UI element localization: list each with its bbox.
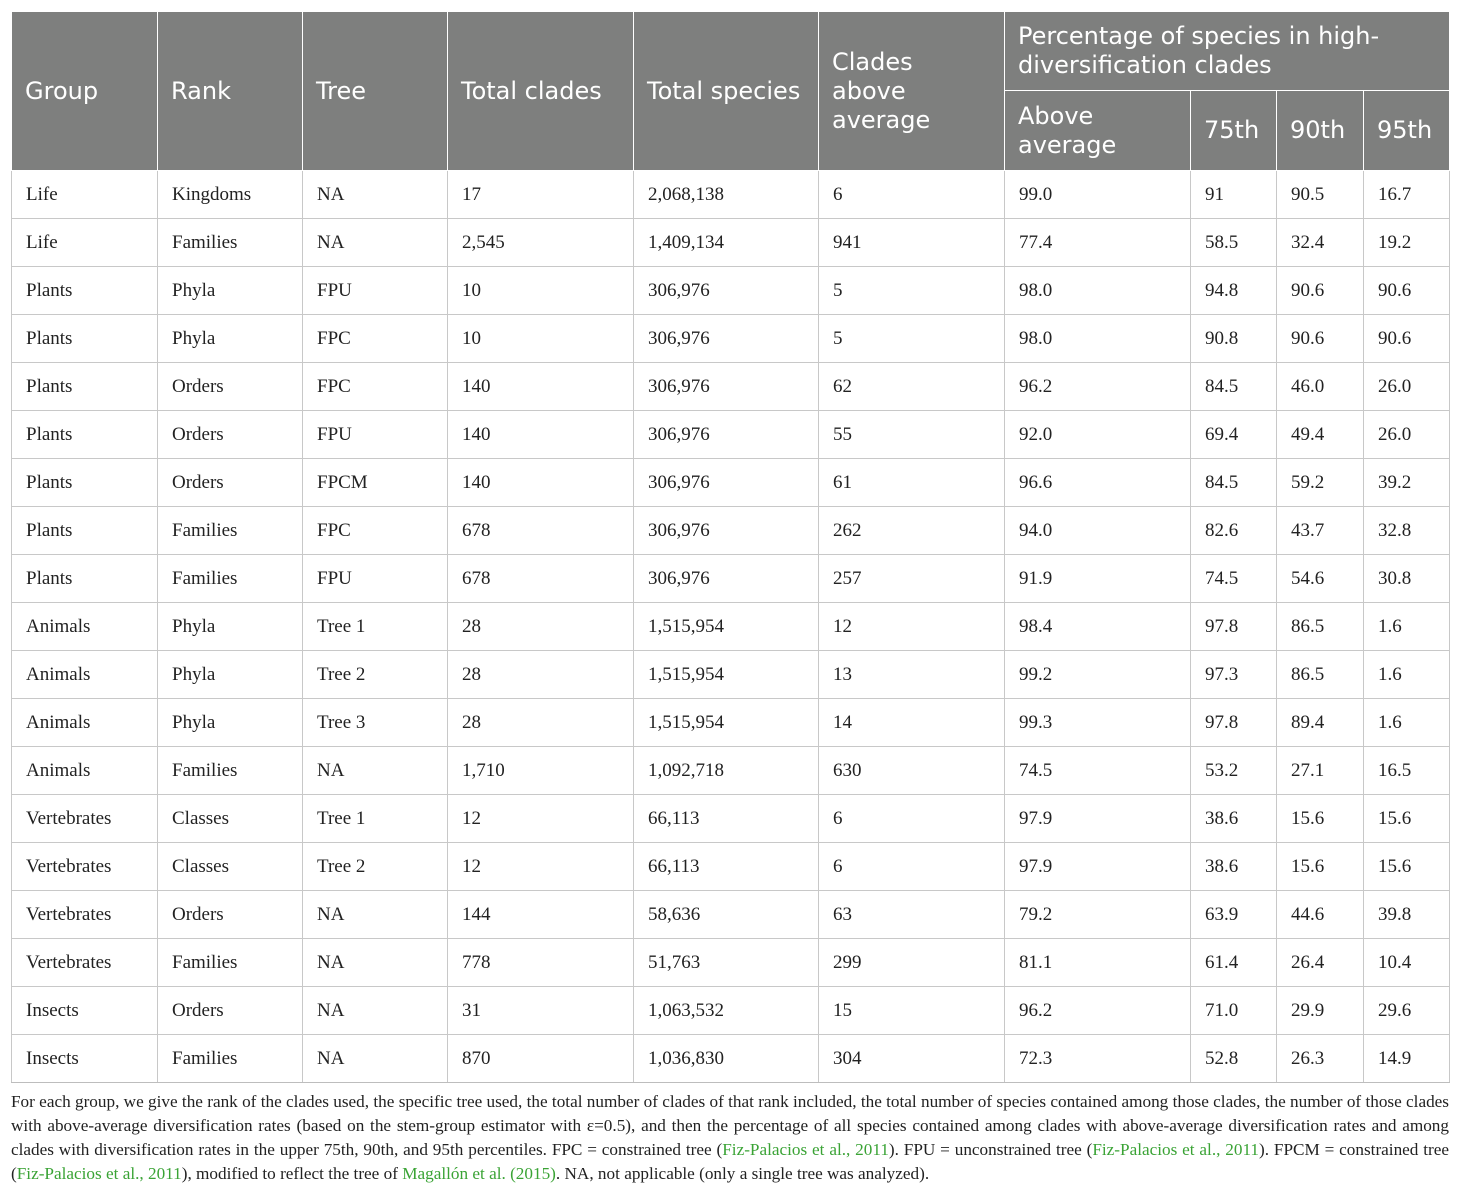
cell-clades-above-average: 630 — [819, 747, 1005, 795]
cell-total-clades: 144 — [448, 891, 634, 939]
header-group: Group — [12, 12, 158, 171]
cell-95th: 19.2 — [1364, 219, 1450, 267]
cell-group: Vertebrates — [12, 891, 158, 939]
cell-group: Plants — [12, 267, 158, 315]
cell-95th: 10.4 — [1364, 939, 1450, 987]
cell-total-species: 58,636 — [634, 891, 819, 939]
cell-90th: 54.6 — [1277, 555, 1364, 603]
cell-total-clades: 140 — [448, 363, 634, 411]
cell-rank: Orders — [158, 363, 303, 411]
cell-rank: Families — [158, 507, 303, 555]
cell-rank: Orders — [158, 411, 303, 459]
cell-total-species: 66,113 — [634, 795, 819, 843]
cell-clades-above-average: 5 — [819, 267, 1005, 315]
cell-tree: FPU — [303, 555, 448, 603]
cell-total-species: 1,515,954 — [634, 699, 819, 747]
cell-75th: 74.5 — [1191, 555, 1277, 603]
cell-rank: Families — [158, 1035, 303, 1083]
cell-group: Insects — [12, 1035, 158, 1083]
cell-75th: 63.9 — [1191, 891, 1277, 939]
cell-75th: 71.0 — [1191, 987, 1277, 1035]
cell-95th: 39.2 — [1364, 459, 1450, 507]
cell-clades-above-average: 262 — [819, 507, 1005, 555]
cell-total-clades: 1,710 — [448, 747, 634, 795]
cell-total-clades: 12 — [448, 843, 634, 891]
cell-rank: Orders — [158, 459, 303, 507]
caption-text: . NA, not applicable (only a single tree was analyzed). — [555, 1164, 930, 1183]
cell-clades-above-average: 12 — [819, 603, 1005, 651]
cell-rank: Kingdoms — [158, 171, 303, 219]
cell-75th: 84.5 — [1191, 363, 1277, 411]
cell-total-species: 306,976 — [634, 459, 819, 507]
table-row — [12, 699, 1450, 747]
cell-95th: 26.0 — [1364, 411, 1450, 459]
cell-above-average: 97.9 — [1005, 795, 1191, 843]
cell-75th: 38.6 — [1191, 843, 1277, 891]
cell-75th: 91 — [1191, 171, 1277, 219]
cell-above-average: 74.5 — [1005, 747, 1191, 795]
cell-75th: 38.6 — [1191, 795, 1277, 843]
cell-tree: NA — [303, 891, 448, 939]
cell-total-species: 306,976 — [634, 411, 819, 459]
cell-tree: Tree 2 — [303, 843, 448, 891]
table-caption — [11, 1090, 1449, 1186]
cell-total-species: 1,036,830 — [634, 1035, 819, 1083]
cell-total-species: 1,409,134 — [634, 219, 819, 267]
cell-90th: 90.5 — [1277, 171, 1364, 219]
cell-group: Animals — [12, 603, 158, 651]
header-rank: Rank — [158, 12, 303, 171]
table-row — [12, 747, 1450, 795]
cell-75th: 69.4 — [1191, 411, 1277, 459]
cell-rank: Families — [158, 939, 303, 987]
header-total-clades: Total clades — [448, 12, 634, 171]
table-row — [12, 1035, 1450, 1083]
cell-above-average: 99.2 — [1005, 651, 1191, 699]
cell-group: Plants — [12, 555, 158, 603]
cell-tree: NA — [303, 987, 448, 1035]
cell-total-species: 1,515,954 — [634, 651, 819, 699]
cell-90th: 15.6 — [1277, 843, 1364, 891]
cell-rank: Families — [158, 555, 303, 603]
cell-90th: 46.0 — [1277, 363, 1364, 411]
cell-tree: FPC — [303, 315, 448, 363]
cell-total-species: 306,976 — [634, 507, 819, 555]
cell-group: Life — [12, 171, 158, 219]
cell-total-clades: 28 — [448, 603, 634, 651]
cell-above-average: 96.2 — [1005, 363, 1191, 411]
cell-75th: 58.5 — [1191, 219, 1277, 267]
cell-90th: 32.4 — [1277, 219, 1364, 267]
citation-link[interactable]: Fiz-Palacios et al., 2011 — [722, 1140, 889, 1159]
cell-tree: Tree 2 — [303, 651, 448, 699]
cell-95th: 32.8 — [1364, 507, 1450, 555]
cell-total-clades: 678 — [448, 555, 634, 603]
table-body — [12, 171, 1450, 1083]
cell-above-average: 96.6 — [1005, 459, 1191, 507]
cell-75th: 53.2 — [1191, 747, 1277, 795]
cell-above-average: 98.0 — [1005, 267, 1191, 315]
cell-90th: 90.6 — [1277, 315, 1364, 363]
table-row — [12, 891, 1450, 939]
header-95th: 95th — [1364, 91, 1450, 171]
cell-tree: Tree 1 — [303, 603, 448, 651]
cell-total-clades: 2,545 — [448, 219, 634, 267]
cell-90th: 15.6 — [1277, 795, 1364, 843]
cell-group: Life — [12, 219, 158, 267]
cell-above-average: 77.4 — [1005, 219, 1191, 267]
table-row — [12, 219, 1450, 267]
cell-above-average: 97.9 — [1005, 843, 1191, 891]
cell-75th: 84.5 — [1191, 459, 1277, 507]
cell-75th: 61.4 — [1191, 939, 1277, 987]
table-row — [12, 843, 1450, 891]
citation-link[interactable]: Magallón et al. (2015) — [402, 1164, 556, 1183]
cell-90th: 27.1 — [1277, 747, 1364, 795]
cell-75th: 97.8 — [1191, 699, 1277, 747]
cell-95th: 90.6 — [1364, 315, 1450, 363]
cell-total-clades: 17 — [448, 171, 634, 219]
cell-rank: Classes — [158, 795, 303, 843]
cell-clades-above-average: 15 — [819, 987, 1005, 1035]
table-row — [12, 507, 1450, 555]
cell-above-average: 91.9 — [1005, 555, 1191, 603]
cell-group: Vertebrates — [12, 939, 158, 987]
cell-above-average: 99.3 — [1005, 699, 1191, 747]
caption-text: ). FPU = unconstrained tree ( — [888, 1140, 1093, 1159]
cell-total-clades: 12 — [448, 795, 634, 843]
cell-above-average: 96.2 — [1005, 987, 1191, 1035]
cell-90th: 29.9 — [1277, 987, 1364, 1035]
cell-90th: 26.4 — [1277, 939, 1364, 987]
cell-tree: NA — [303, 171, 448, 219]
table-row — [12, 555, 1450, 603]
cell-95th: 1.6 — [1364, 603, 1450, 651]
data-table-container — [11, 11, 1449, 1083]
cell-rank: Phyla — [158, 699, 303, 747]
cell-tree: Tree 1 — [303, 795, 448, 843]
cell-rank: Phyla — [158, 315, 303, 363]
table-header — [12, 12, 1450, 171]
cell-75th: 52.8 — [1191, 1035, 1277, 1083]
cell-above-average: 92.0 — [1005, 411, 1191, 459]
citation-link[interactable]: Fiz-Palacios et al., 2011 — [16, 1164, 182, 1183]
cell-total-species: 306,976 — [634, 555, 819, 603]
cell-75th: 97.8 — [1191, 603, 1277, 651]
cell-95th: 16.7 — [1364, 171, 1450, 219]
header-percentage-group: Percentage of species in high-diversification clades — [1005, 12, 1450, 91]
cell-tree: NA — [303, 939, 448, 987]
cell-group: Animals — [12, 699, 158, 747]
cell-rank: Classes — [158, 843, 303, 891]
cell-clades-above-average: 299 — [819, 939, 1005, 987]
header-above-average: Above average — [1005, 91, 1191, 171]
cell-total-clades: 28 — [448, 651, 634, 699]
cell-90th: 43.7 — [1277, 507, 1364, 555]
cell-total-clades: 778 — [448, 939, 634, 987]
cell-clades-above-average: 6 — [819, 843, 1005, 891]
cell-above-average: 81.1 — [1005, 939, 1191, 987]
cell-group: Plants — [12, 459, 158, 507]
cell-group: Plants — [12, 363, 158, 411]
cell-total-species: 2,068,138 — [634, 171, 819, 219]
cell-95th: 1.6 — [1364, 699, 1450, 747]
cell-rank: Orders — [158, 891, 303, 939]
cell-rank: Orders — [158, 987, 303, 1035]
caption-text: For each group, we give the rank of the clades used, the specific tree used, the total number of clades of that rank included, the total number of species contained among those clades, the number of those clades with above-average diversification rates (based on the stem-group estimator with ε=0.5), and then the percentage of all species contained among clades with above-average diversification rates and among clades with diversification rates in the upper 75th, 90th, and 95th percentiles. FPC = constrained tree ( — [11, 1092, 1449, 1159]
cell-tree: Tree 3 — [303, 699, 448, 747]
cell-75th: 94.8 — [1191, 267, 1277, 315]
cell-tree: FPC — [303, 363, 448, 411]
cell-total-clades: 31 — [448, 987, 634, 1035]
cell-rank: Families — [158, 219, 303, 267]
cell-tree: NA — [303, 1035, 448, 1083]
cell-clades-above-average: 55 — [819, 411, 1005, 459]
table-row — [12, 987, 1450, 1035]
cell-total-clades: 140 — [448, 459, 634, 507]
cell-75th: 82.6 — [1191, 507, 1277, 555]
cell-above-average: 98.4 — [1005, 603, 1191, 651]
cell-rank: Families — [158, 747, 303, 795]
cell-rank: Phyla — [158, 651, 303, 699]
table-row — [12, 363, 1450, 411]
cell-90th: 49.4 — [1277, 411, 1364, 459]
cell-clades-above-average: 61 — [819, 459, 1005, 507]
cell-clades-above-average: 6 — [819, 795, 1005, 843]
cell-90th: 26.3 — [1277, 1035, 1364, 1083]
cell-total-species: 1,515,954 — [634, 603, 819, 651]
cell-clades-above-average: 5 — [819, 315, 1005, 363]
cell-group: Animals — [12, 651, 158, 699]
cell-group: Vertebrates — [12, 843, 158, 891]
cell-tree: FPC — [303, 507, 448, 555]
cell-tree: NA — [303, 747, 448, 795]
cell-total-species: 306,976 — [634, 363, 819, 411]
cell-group: Plants — [12, 507, 158, 555]
cell-90th: 59.2 — [1277, 459, 1364, 507]
cell-95th: 39.8 — [1364, 891, 1450, 939]
cell-90th: 86.5 — [1277, 603, 1364, 651]
table-row — [12, 795, 1450, 843]
cell-group: Plants — [12, 315, 158, 363]
cell-95th: 29.6 — [1364, 987, 1450, 1035]
cell-tree: NA — [303, 219, 448, 267]
table-row — [12, 603, 1450, 651]
cell-clades-above-average: 13 — [819, 651, 1005, 699]
cell-95th: 14.9 — [1364, 1035, 1450, 1083]
header-total-species: Total species — [634, 12, 819, 171]
cell-total-clades: 28 — [448, 699, 634, 747]
cell-total-clades: 10 — [448, 315, 634, 363]
table-row — [12, 651, 1450, 699]
header-tree: Tree — [303, 12, 448, 171]
caption-text: ). FPCM = constrained tree ( — [11, 1140, 1450, 1183]
table-row — [12, 411, 1450, 459]
cell-total-clades: 10 — [448, 267, 634, 315]
cell-clades-above-average: 257 — [819, 555, 1005, 603]
cell-rank: Phyla — [158, 267, 303, 315]
header-clades-above-average: Clades above average — [819, 12, 1005, 171]
cell-tree: FPU — [303, 267, 448, 315]
cell-95th: 1.6 — [1364, 651, 1450, 699]
cell-total-clades: 678 — [448, 507, 634, 555]
cell-tree: FPU — [303, 411, 448, 459]
cell-90th: 86.5 — [1277, 651, 1364, 699]
cell-clades-above-average: 941 — [819, 219, 1005, 267]
cell-group: Vertebrates — [12, 795, 158, 843]
cell-clades-above-average: 304 — [819, 1035, 1005, 1083]
cell-90th: 89.4 — [1277, 699, 1364, 747]
cell-95th: 26.0 — [1364, 363, 1450, 411]
cell-95th: 15.6 — [1364, 795, 1450, 843]
cell-total-species: 306,976 — [634, 267, 819, 315]
cell-clades-above-average: 63 — [819, 891, 1005, 939]
cell-tree: FPCM — [303, 459, 448, 507]
table-row — [12, 171, 1450, 219]
cell-95th: 16.5 — [1364, 747, 1450, 795]
diversification-table — [11, 11, 1450, 1083]
cell-total-species: 1,063,532 — [634, 987, 819, 1035]
table-row — [12, 267, 1450, 315]
cell-clades-above-average: 14 — [819, 699, 1005, 747]
cell-total-species: 51,763 — [634, 939, 819, 987]
cell-group: Animals — [12, 747, 158, 795]
cell-75th: 97.3 — [1191, 651, 1277, 699]
cell-total-species: 306,976 — [634, 315, 819, 363]
cell-total-clades: 140 — [448, 411, 634, 459]
table-row — [12, 315, 1450, 363]
header-90th: 90th — [1277, 91, 1364, 171]
cell-rank: Phyla — [158, 603, 303, 651]
cell-90th: 44.6 — [1277, 891, 1364, 939]
cell-above-average: 98.0 — [1005, 315, 1191, 363]
cell-above-average: 94.0 — [1005, 507, 1191, 555]
cell-95th: 90.6 — [1364, 267, 1450, 315]
cell-group: Insects — [12, 987, 158, 1035]
cell-total-species: 1,092,718 — [634, 747, 819, 795]
cell-95th: 15.6 — [1364, 843, 1450, 891]
cell-clades-above-average: 6 — [819, 171, 1005, 219]
cell-group: Plants — [12, 411, 158, 459]
table-row — [12, 939, 1450, 987]
header-75th: 75th — [1191, 91, 1277, 171]
cell-total-clades: 870 — [448, 1035, 634, 1083]
caption-text: ), modified to reflect the tree of — [181, 1164, 403, 1183]
cell-above-average: 99.0 — [1005, 171, 1191, 219]
cell-above-average: 72.3 — [1005, 1035, 1191, 1083]
cell-total-species: 66,113 — [634, 843, 819, 891]
cell-75th: 90.8 — [1191, 315, 1277, 363]
cell-above-average: 79.2 — [1005, 891, 1191, 939]
table-row — [12, 459, 1450, 507]
cell-90th: 90.6 — [1277, 267, 1364, 315]
cell-95th: 30.8 — [1364, 555, 1450, 603]
citation-link[interactable]: Fiz-Palacios et al., 2011 — [1092, 1140, 1260, 1159]
cell-clades-above-average: 62 — [819, 363, 1005, 411]
